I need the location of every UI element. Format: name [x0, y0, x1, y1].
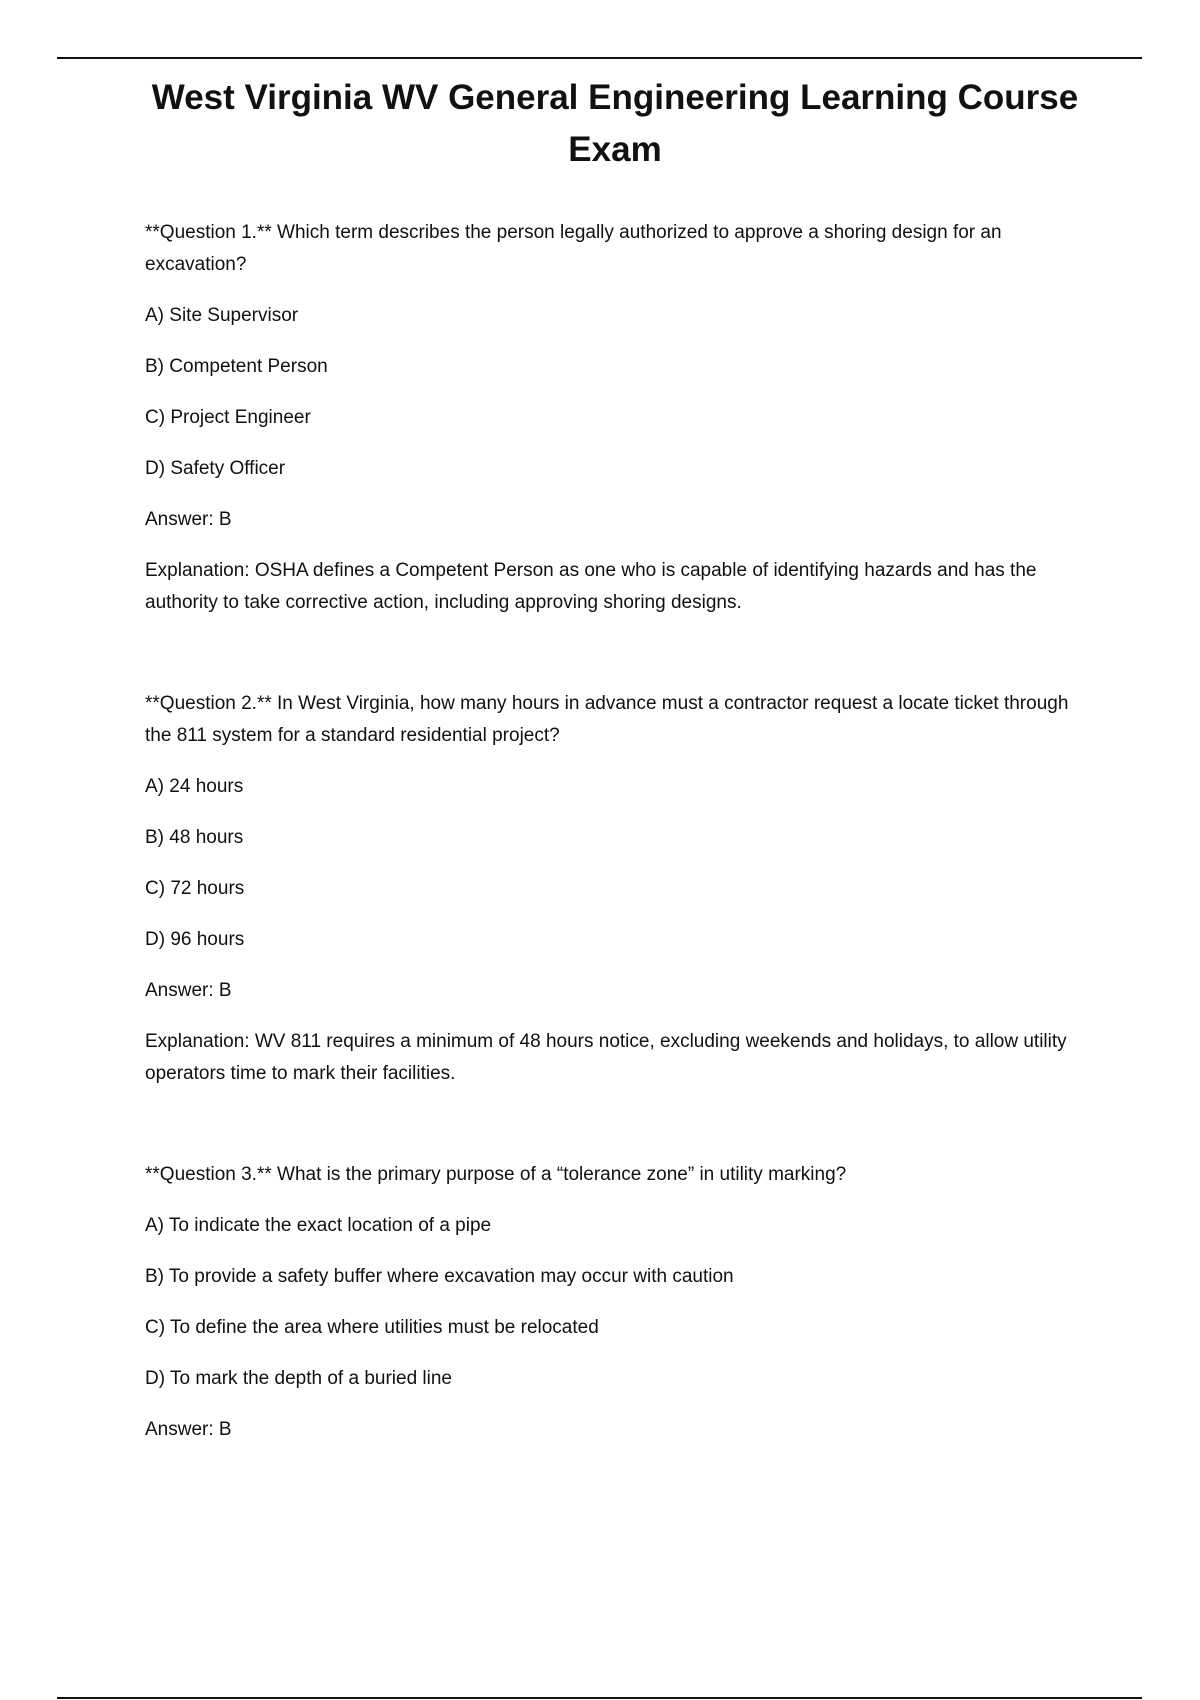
question-3 [145, 1159, 1100, 1446]
answer: Answer: B [145, 980, 232, 1001]
option-c: C) To define the area where utilities must be relocated [145, 1317, 599, 1338]
footer-rule [57, 1697, 1142, 1699]
option-a: A) To indicate the exact location of a pipe [145, 1215, 492, 1236]
option-c: C) Project Engineer [145, 407, 311, 428]
answer: Answer: B [145, 1419, 232, 1440]
document-body [145, 217, 1100, 1465]
option-d: D) Safety Officer [145, 458, 286, 479]
option-a: A) Site Supervisor [145, 305, 299, 326]
question-prompt: **Question 1.** Which term describes the person legally authorized to approve a shoring design for an excavation? [145, 222, 1002, 275]
question-1 [145, 217, 1100, 619]
option-b: B) To provide a safety buffer where excavation may occur with caution [145, 1266, 734, 1287]
question-prompt: **Question 3.** What is the primary purpose of a “tolerance zone” in utility marking? [145, 1164, 847, 1185]
question-prompt: **Question 2.** In West Virginia, how many hours in advance must a contractor request a locate ticket through the 811 system for a standard residential project? [145, 693, 1069, 746]
option-a: A) 24 hours [145, 776, 244, 797]
explanation: Explanation: OSHA defines a Competent Person as one who is capable of identifying hazards and has the authority to take corrective action, including approving shoring designs. [145, 560, 1037, 613]
option-b: B) 48 hours [145, 827, 244, 848]
explanation: Explanation: WV 811 requires a minimum of 48 hours notice, excluding weekends and holidays, to allow utility operators time to mark their facilities. [145, 1031, 1067, 1084]
header-rule [57, 57, 1142, 59]
option-d: D) To mark the depth of a buried line [145, 1368, 452, 1389]
question-2 [145, 688, 1100, 1090]
document-title: West Virginia WV General Engineering Learning Course Exam [151, 78, 1079, 169]
option-b: B) Competent Person [145, 356, 328, 377]
option-c: C) 72 hours [145, 878, 245, 899]
option-d: D) 96 hours [145, 929, 245, 950]
answer: Answer: B [145, 509, 232, 530]
